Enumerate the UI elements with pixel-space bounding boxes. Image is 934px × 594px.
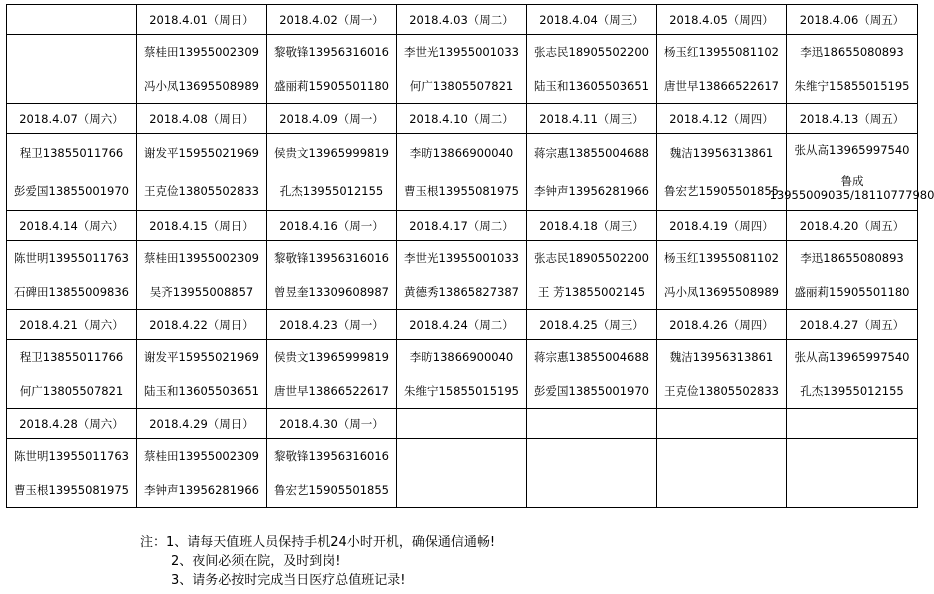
date-cell: 2018.4.15（周日） [137,211,267,241]
staff-entry: 盛丽莉15905501180 [274,79,389,93]
duty-cell [397,134,527,211]
note-3: 3、请务必按时完成当日医疗总值班记录! [171,573,406,588]
duty-cell [7,439,137,508]
duty-cell [397,340,527,409]
date-cell: 2018.4.23（周一） [267,310,397,340]
staff-entry: 何广13805507821 [19,384,124,398]
staff-entry: 程卫13855011766 [19,146,124,160]
date-cell: 2018.4.22（周日） [137,310,267,340]
staff-entry: 孔杰13955012155 [800,384,904,398]
staff-entry: 吴齐13955008857 [149,285,254,299]
duty-cell [657,35,787,104]
date-cell: 2018.4.06（周五） [787,5,918,35]
staff-entry: 杨玉红13955081102 [664,251,779,265]
duty-row [7,340,918,409]
staff-entry: 李昉13866900040 [409,146,514,160]
date-cell: 2018.4.27（周五） [787,310,918,340]
staff-entry: 曹玉根13955081975 [404,184,519,198]
date-cell: 2018.4.28（周六） [7,409,137,439]
duty-cell [137,340,267,409]
duty-cell [397,35,527,104]
staff-entry: 黄德秀13865827387 [404,285,519,299]
date-cell: 2018.4.26（周四） [657,310,787,340]
staff-entry: 陈世明13955011763 [14,449,129,463]
staff-entry: 李昉13866900040 [409,350,514,364]
staff-entry: 魏洁13956313861 [669,146,774,160]
duty-cell [527,340,657,409]
staff-entry: 张从高13965997540 [794,350,910,364]
note-1: 注：1、请每天值班人员保持手机24小时开机，确保通信通畅! [140,535,496,550]
staff-entry: 唐世早13866522617 [664,79,779,93]
date-cell: 2018.4.08（周日） [137,104,267,134]
staff-entry: 鲁成13955009035/18110777980 [769,173,934,202]
date-cell [787,409,918,439]
staff-entry: 曾昱奎13309608987 [274,285,389,299]
duty-cell [527,134,657,211]
staff-entry: 李迅18655080893 [800,251,904,265]
date-cell: 2018.4.07（周六） [7,104,137,134]
date-row [7,409,918,439]
duty-schedule-body [7,5,934,508]
staff-entry: 蔡桂田13955002309 [144,449,259,463]
staff-entry: 石碑田13855009836 [14,285,129,299]
duty-cell [787,439,918,508]
date-cell: 2018.4.30（周一） [267,409,397,439]
duty-cell [7,134,137,211]
duty-cell [267,35,397,104]
staff-entry: 杨玉红13955081102 [664,45,779,59]
date-cell: 2018.4.03（周二） [397,5,527,35]
staff-entry: 张志民18905502200 [534,251,649,265]
date-row [7,5,918,35]
duty-row [7,35,918,104]
staff-entry: 唐世早13866522617 [274,384,389,398]
date-cell: 2018.4.14（周六） [7,211,137,241]
date-cell: 2018.4.24（周二） [397,310,527,340]
staff-entry: 黎敬锋13956316016 [274,251,389,265]
staff-entry: 黎敬锋13956316016 [274,449,389,463]
staff-entry: 李钟声13956281966 [144,483,259,497]
date-row [7,211,918,241]
duty-cell [267,134,397,211]
staff-entry: 王克俭13805502833 [144,184,259,198]
duty-cell [137,134,267,211]
staff-entry: 孔杰13955012155 [279,184,384,198]
duty-cell [7,35,137,104]
duty-cell [657,134,787,211]
staff-entry: 蔡桂田13955002309 [144,251,259,265]
staff-entry: 李迅18655080893 [800,45,904,59]
note-2: 2、夜间必须在院，及时到岗! [171,554,341,569]
duty-cell [397,439,527,508]
staff-entry: 黎敬锋13956316016 [274,45,389,59]
staff-entry: 谢发平15955021969 [144,146,259,160]
staff-entry: 蒋宗惠13855004688 [534,350,649,364]
staff-entry: 谢发平15955021969 [144,350,259,364]
staff-entry: 陆玉和13605503651 [534,79,649,93]
date-cell: 2018.4.16（周一） [267,211,397,241]
staff-entry: 鲁宏艺15905501855 [274,483,389,497]
date-cell: 2018.4.10（周二） [397,104,527,134]
date-cell: 2018.4.12（周四） [657,104,787,134]
staff-entry: 王 芳13855002145 [537,285,646,299]
staff-entry: 张从高13965997540 [794,142,910,157]
staff-entry: 李钟声13956281966 [534,184,649,198]
staff-entry: 彭爱国13855001970 [534,384,649,398]
duty-cell [527,439,657,508]
staff-entry: 朱维宁15855015195 [794,79,910,93]
date-cell: 2018.4.29（周日） [137,409,267,439]
duty-cell [787,340,918,409]
staff-entry: 李世光13955001033 [404,45,519,59]
date-row [7,104,918,134]
duty-row [7,241,918,310]
duty-cell [137,439,267,508]
date-cell: 2018.4.04（周三） [527,5,657,35]
staff-entry: 陈世明13955011763 [14,251,129,265]
duty-row [7,134,918,211]
staff-entry: 王克俭13805502833 [664,384,779,398]
date-cell: 2018.4.01（周日） [137,5,267,35]
date-cell: 2018.4.17（周二） [397,211,527,241]
date-cell [657,409,787,439]
date-cell [7,5,137,35]
staff-entry: 魏洁13956313861 [669,350,774,364]
duty-cell [137,35,267,104]
date-cell: 2018.4.02（周一） [267,5,397,35]
date-cell: 2018.4.09（周一） [267,104,397,134]
staff-entry: 张志民18905502200 [534,45,649,59]
staff-entry: 侯贵文13965999819 [274,350,389,364]
duty-cell [397,241,527,310]
date-row [7,310,918,340]
duty-cell [267,241,397,310]
date-cell: 2018.4.05（周四） [657,5,787,35]
duty-cell [267,340,397,409]
staff-entry: 蔡桂田13955002309 [144,45,259,59]
duty-cell [527,241,657,310]
staff-entry: 盛丽莉15905501180 [794,285,910,299]
date-cell: 2018.4.18（周三） [527,211,657,241]
duty-cell [657,241,787,310]
date-cell: 2018.4.20（周五） [787,211,918,241]
staff-entry: 何广13805507821 [409,79,514,93]
duty-cell [769,134,934,211]
duty-schedule-table [6,4,934,508]
notes-section [140,533,495,590]
duty-cell [527,35,657,104]
date-cell [527,409,657,439]
duty-cell [787,241,918,310]
staff-entry: 冯小凤13695508989 [664,285,779,299]
duty-cell [267,439,397,508]
staff-entry: 鲁宏艺15905501855 [664,184,779,198]
staff-entry: 冯小凤13695508989 [144,79,259,93]
date-cell: 2018.4.11（周三） [527,104,657,134]
duty-cell [657,340,787,409]
duty-cell [787,35,918,104]
staff-entry: 曹玉根13955081975 [14,483,129,497]
staff-entry: 李世光13955001033 [404,251,519,265]
date-cell [397,409,527,439]
staff-entry: 陆玉和13605503651 [144,384,259,398]
date-cell: 2018.4.13（周五） [787,104,918,134]
staff-entry: 彭爱国13855001970 [14,184,129,198]
staff-entry: 蒋宗惠13855004688 [534,146,649,160]
duty-cell [657,439,787,508]
duty-cell [7,241,137,310]
staff-entry: 程卫13855011766 [19,350,124,364]
staff-entry: 朱维宁15855015195 [404,384,519,398]
duty-row [7,439,918,508]
duty-cell [137,241,267,310]
date-cell: 2018.4.19（周四） [657,211,787,241]
duty-cell [7,340,137,409]
staff-entry: 侯贵文13965999819 [274,146,389,160]
date-cell: 2018.4.21（周六） [7,310,137,340]
date-cell: 2018.4.25（周三） [527,310,657,340]
